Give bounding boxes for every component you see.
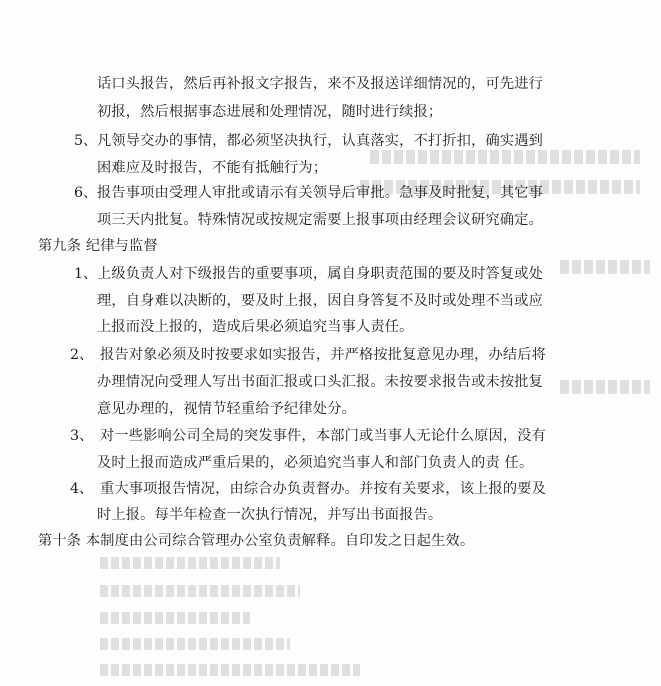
bleed-through-artifact: [100, 612, 250, 624]
bleed-through-artifact: [100, 557, 280, 569]
bleed-through-artifact: [560, 260, 650, 274]
list-number: 5、: [74, 133, 98, 149]
list-number: 6、: [74, 185, 98, 201]
paragraph-line: 凡领导交办的事情，都必须坚决执行，认真落实，不打折扣，确实遇到: [97, 133, 544, 149]
paragraph-line: 意见办理的，视情节轻重给予纪律处分。: [97, 401, 356, 417]
list-number: 3、: [70, 428, 94, 444]
bleed-through-artifact: [100, 664, 360, 676]
paragraph-line: 办理情况向受理人写出书面汇报或口头汇报。未按要求报告或未按批复: [97, 374, 544, 390]
article-heading: 第十条 本制度由公司综合管理办公室负责解释。自印发之日起生效。: [38, 533, 475, 549]
paragraph-line: 上级负责人对下级报告的重要事项，属自身职责范围的要及时答复或处: [97, 266, 544, 282]
bleed-through-artifact: [100, 638, 290, 650]
paragraph-line: 项三天内批复。特殊情况或按规定需要上报事项由经理会议研究确定。: [97, 212, 544, 228]
paragraph-line: 困难应及时报告，不能有抵触行为；: [97, 160, 328, 176]
list-number: 1、: [74, 266, 98, 282]
list-number: 2、: [70, 347, 94, 363]
paragraph-line: 及时上报而造成严重后果的，必须追究当事人和部门负责人的责 任。: [97, 455, 534, 471]
paragraph-line: 话口头报告，然后再补报文字报告，来不及报送详细情况的，可先进行: [97, 76, 544, 92]
paragraph-line: 理，自身难以决断的，要及时上报，因自身答复不及时或处理不当或应: [97, 293, 544, 309]
paragraph-line: 上报而没上报的，造成后果必须追究当事人责任。: [97, 319, 414, 335]
list-number: 4、: [70, 481, 94, 497]
paragraph-line: 重大事项报告情况，由综合办负责督办。并按有关要求，该上报的要及: [100, 481, 547, 497]
paragraph-line: 时上报。每半年检查一次执行情况，并写出书面报告。: [97, 507, 443, 523]
paragraph-line: 初报，然后根据事态进展和处理情况，随时进行续报；: [97, 104, 443, 120]
paragraph-line: 对一些影响公司全局的突发事件，本部门或当事人无论什么原因，没有: [100, 428, 547, 444]
article-heading: 第九条 纪律与监督: [38, 238, 158, 254]
bleed-through-artifact: [370, 150, 640, 164]
paragraph-line: 报告对象必须及时按要求如实报告，并严格按批复意见办理，办结后将: [100, 347, 547, 363]
paragraph-line: 报告事项由受理人审批或请示有关领导后审批。急事及时批复，其它事: [97, 185, 544, 201]
bleed-through-artifact: [100, 585, 300, 597]
bleed-through-artifact: [560, 380, 650, 394]
